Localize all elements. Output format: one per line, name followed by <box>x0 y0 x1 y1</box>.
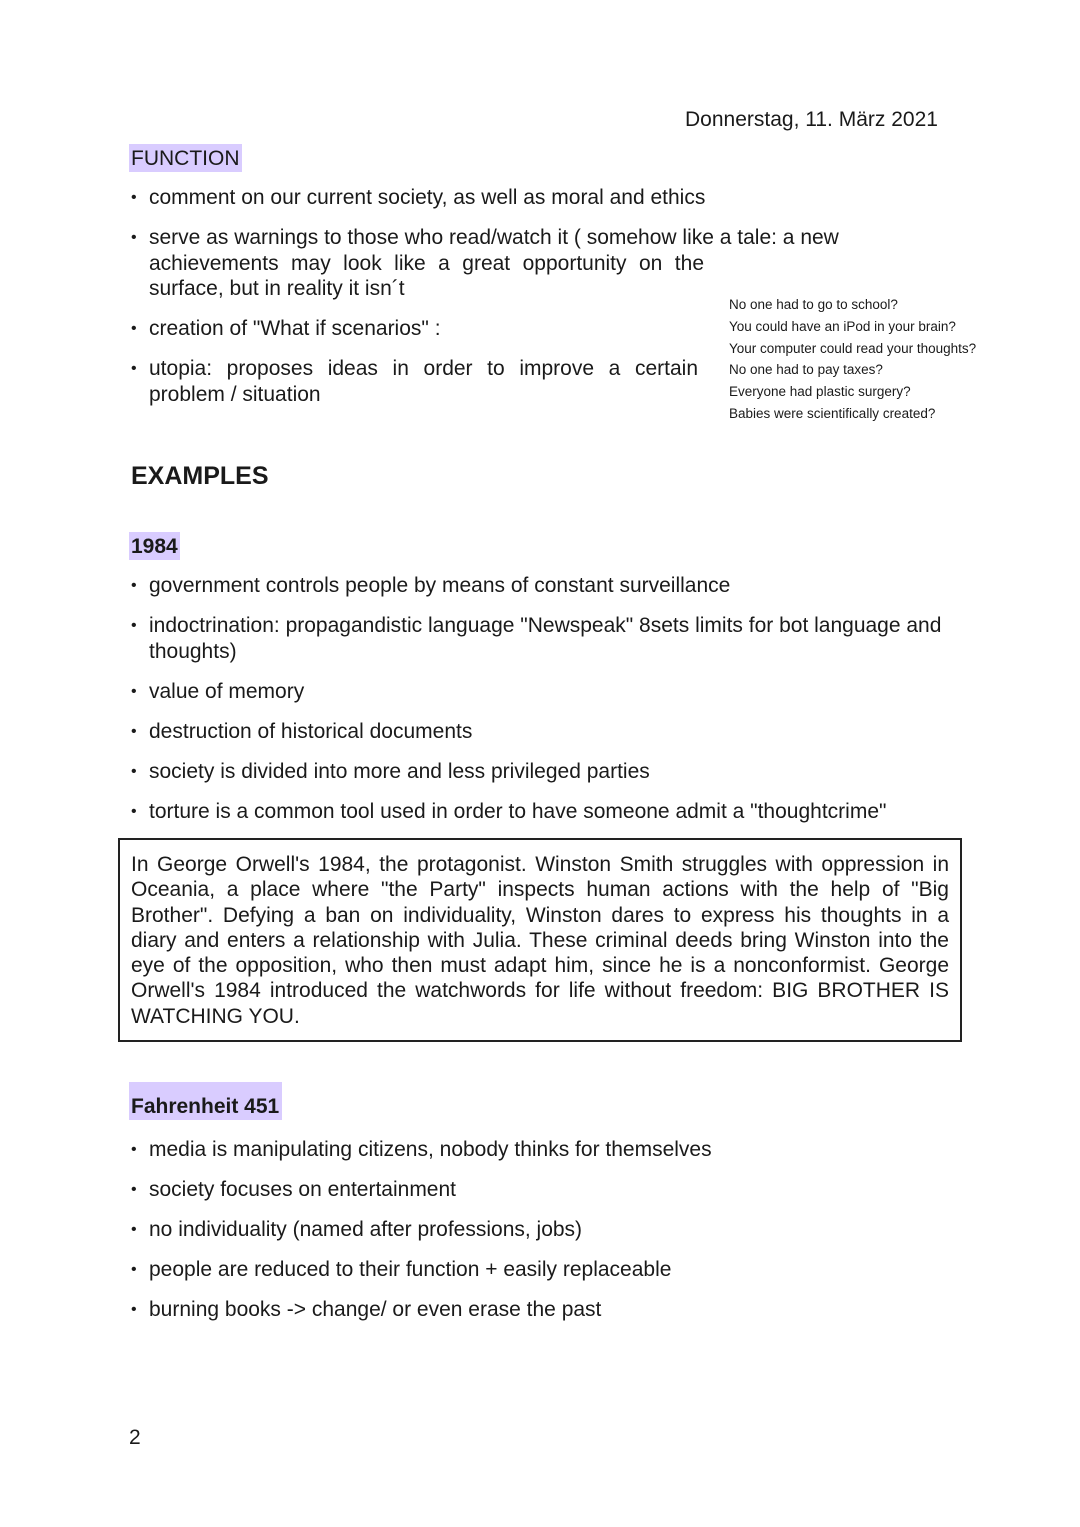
list-item: • destruction of historical documents <box>131 719 949 745</box>
list-item: You could have an iPod in your brain? <box>729 318 956 334</box>
book-1984-summary-box: In George Orwell's 1984, the protagonist. Winston Smith struggles with oppression in Oceania, a place where "the Party" inspects human actions with the help of "Big Brother". Defying a ban on individuality, Winston dares to express his thoughts in a diary and enters a relationship with Julia. These criminal deeds bring Winston into the eye of the opposition, who then must adapt him, since he is a nonconformist. George Orwell's 1984 introduced the watchwords for life without freedom: BIG BROTHER IS WATCHING YOU. <box>118 838 962 1042</box>
list-item: • comment on our current society, as well as moral and ethics <box>131 185 949 211</box>
list-item: • government controls people by means of constant surveillance <box>131 573 949 599</box>
list-item: • value of memory <box>131 679 949 705</box>
page-date: Donnerstag, 11. März 2021 <box>685 108 938 131</box>
fahrenheit-451-list <box>131 1137 949 1337</box>
list-item: Everyone had plastic surgery? <box>729 384 911 400</box>
book-1984-heading: 1984 <box>129 532 180 560</box>
list-item: No one had to pay taxes? <box>729 362 883 378</box>
list-item: • no individuality (named after professions, jobs) <box>131 1217 949 1243</box>
function-heading: FUNCTION <box>129 144 242 172</box>
list-item: Babies were scientifically created? <box>729 405 936 421</box>
list-item: • society is divided into more and less privileged parties <box>131 759 949 785</box>
list-item: • serve as warnings to those who read/watch it ( somehow like a tale: a new achievements may look like a great opportunity on the surface, but in reality it isn´t <box>131 225 949 302</box>
book-1984-list <box>131 573 949 839</box>
list-item: • utopia: proposes ideas in order to improve a certain problem / situation <box>131 356 698 407</box>
what-if-scenarios-list <box>729 294 976 425</box>
list-item: • torture is a common tool used in order to have someone admit a "thoughtcrime" <box>131 799 949 825</box>
list-item: • burning books -> change/ or even erase the past <box>131 1297 949 1323</box>
list-item: • society focuses on entertainment <box>131 1177 949 1203</box>
examples-heading: EXAMPLES <box>131 462 269 490</box>
list-item: No one had to go to school? <box>729 297 898 312</box>
list-item: • creation of "What if scenarios" : <box>131 316 949 342</box>
list-item: • indoctrination: propagandistic language "Newspeak" 8sets limits for bot language and thoughts) <box>131 613 949 664</box>
fahrenheit-451-heading: Fahrenheit 451 <box>129 1082 282 1120</box>
list-item: • people are reduced to their function + easily replaceable <box>131 1257 949 1283</box>
list-item: • media is manipulating citizens, nobody thinks for themselves <box>131 1137 949 1163</box>
page-number: 2 <box>129 1426 141 1449</box>
list-item: Your computer could read your thoughts? <box>729 340 977 356</box>
